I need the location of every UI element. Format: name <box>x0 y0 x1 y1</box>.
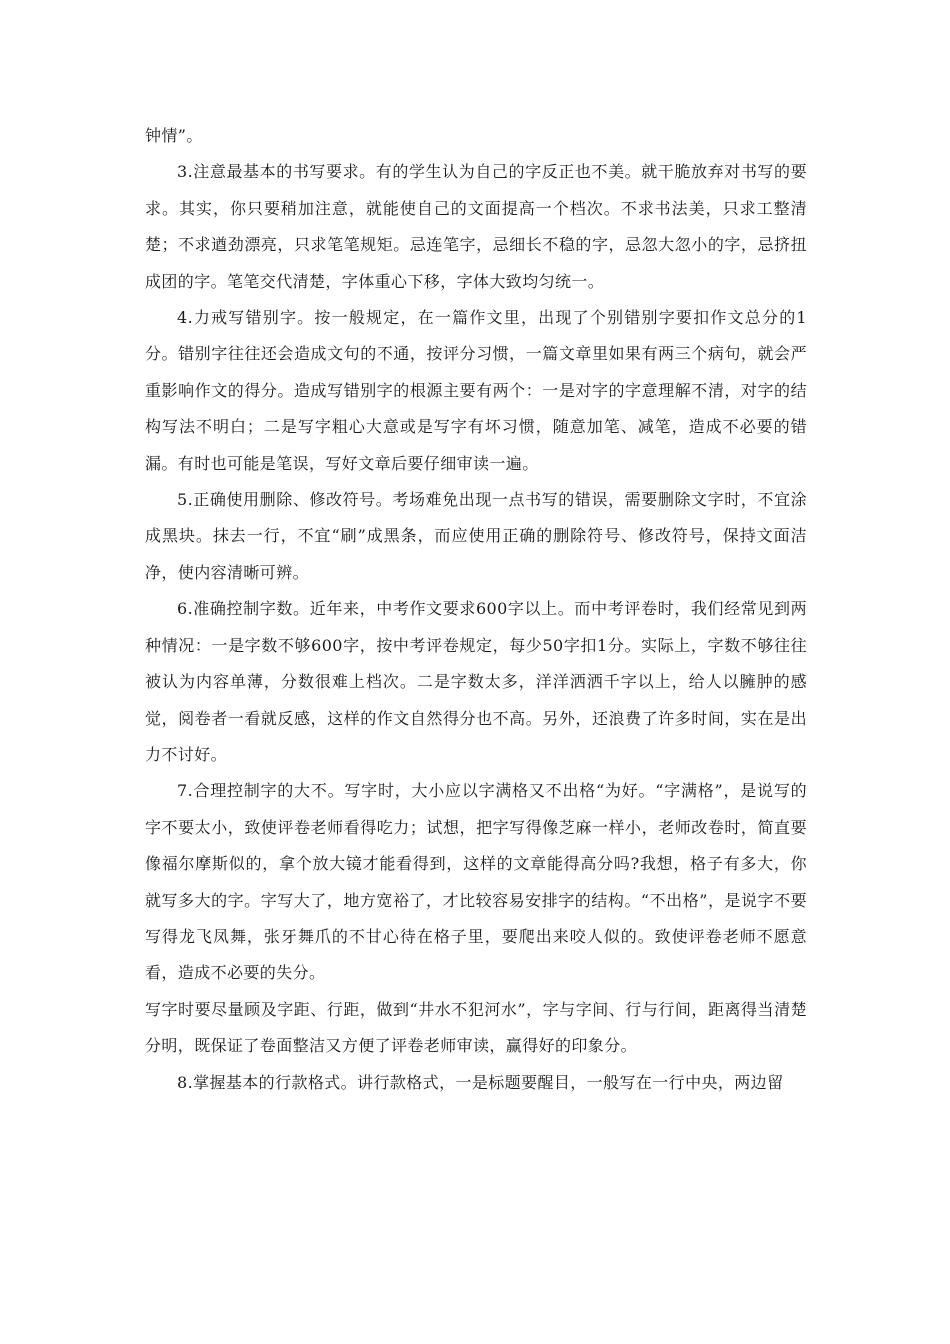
paragraph-word-count: 6.准确控制字数。近年来，中考作文要求600字以上。而中考评卷时，我们经常见到两种情况：一是字数不够600字，按中考评卷规定，每少50字扣1分。实际上，字数不够往往被认为内容单薄，分数很难上档次。二是字数太多，洋洋洒洒千字以上，给人以臃肿的感觉，阅卷者一看就反感，这样的作文自然得分也不高。另外，还浪费了许多时间，实在是出力不讨好。 <box>145 599 807 764</box>
document-body <box>145 118 807 1101</box>
paragraph-writing-requirements: 3.注意最基本的书写要求。有的学生认为自己的字反正也不美。就干脆放弃对书写的要求。其实，你只要稍加注意，就能使自己的文面提高一个档次。不求书法美，只求工整清楚；不求遒劲漂亮，只求笔笔规矩。忌连笔字，忌细长不稳的字，忌忽大忽小的字，忌挤扭成团的字。笔笔交代清楚，字体重心下移，字体大致均匀统一。 <box>145 162 807 291</box>
paragraph-spacing: 写字时要尽量顾及字距、行距，做到“井水不犯河水”，字与字间、行与行间，距离得当清楚分明，既保证了卷面整洁又方便了评卷老师审读，赢得好的印象分。 <box>145 999 807 1056</box>
paragraph-typos: 4.力戒写错别字。按一般规定，在一篇作文里，出现了个别错别字要扣作文总分的1分。错别字往往还会造成文句的不通，按评分习惯，一篇文章里如果有两三个病句，就会严重影响作文的得分。造成写错别字的根源主要有两个：一是对字的字意理解不清，对字的结构写法不明白；二是写字粗心大意或是写字有坏习惯，随意加笔、减笔，造成不必要的错漏。有时也可能是笔误，写好文章后要仔细审读一遍。 <box>145 308 807 473</box>
paragraph-correction-symbols: 5.正确使用删除、修改符号。考场难免出现一点书写的错误，需要删除文字时，不宜涂成黑块。抹去一行，不宜“刷”成黑条，而应使用正确的删除符号、修改符号，保持文面洁净，使内容清晰可辨。 <box>145 490 807 582</box>
paragraph-layout-format: 8.掌握基本的行款格式。讲行款格式，一是标题要醒目，一般写在一行中央，两边留 <box>177 1072 784 1092</box>
paragraph-character-size: 7.合理控制字的大不。写字时，大小应以字满格又不出格“为好。“字满格”，是说写的字不要太小，致使评卷老师看得吃力；试想，把字写得像芝麻一样小，老师改卷时，简直要像福尔摩斯似的，拿个放大镜才能看得到，这样的文章能得高分吗?我想，格子有多大，你就写多大的字。字写大了，地方宽裕了，才比较容易安排字的结构。“不出格”，是说字不要写得龙飞凤舞，张牙舞爪的不甘心待在格子里，要爬出来咬人似的。致使评卷老师不愿意看，造成不必要的失分。 <box>145 781 807 983</box>
paragraph-continuation: 钟情”。 <box>145 126 203 145</box>
